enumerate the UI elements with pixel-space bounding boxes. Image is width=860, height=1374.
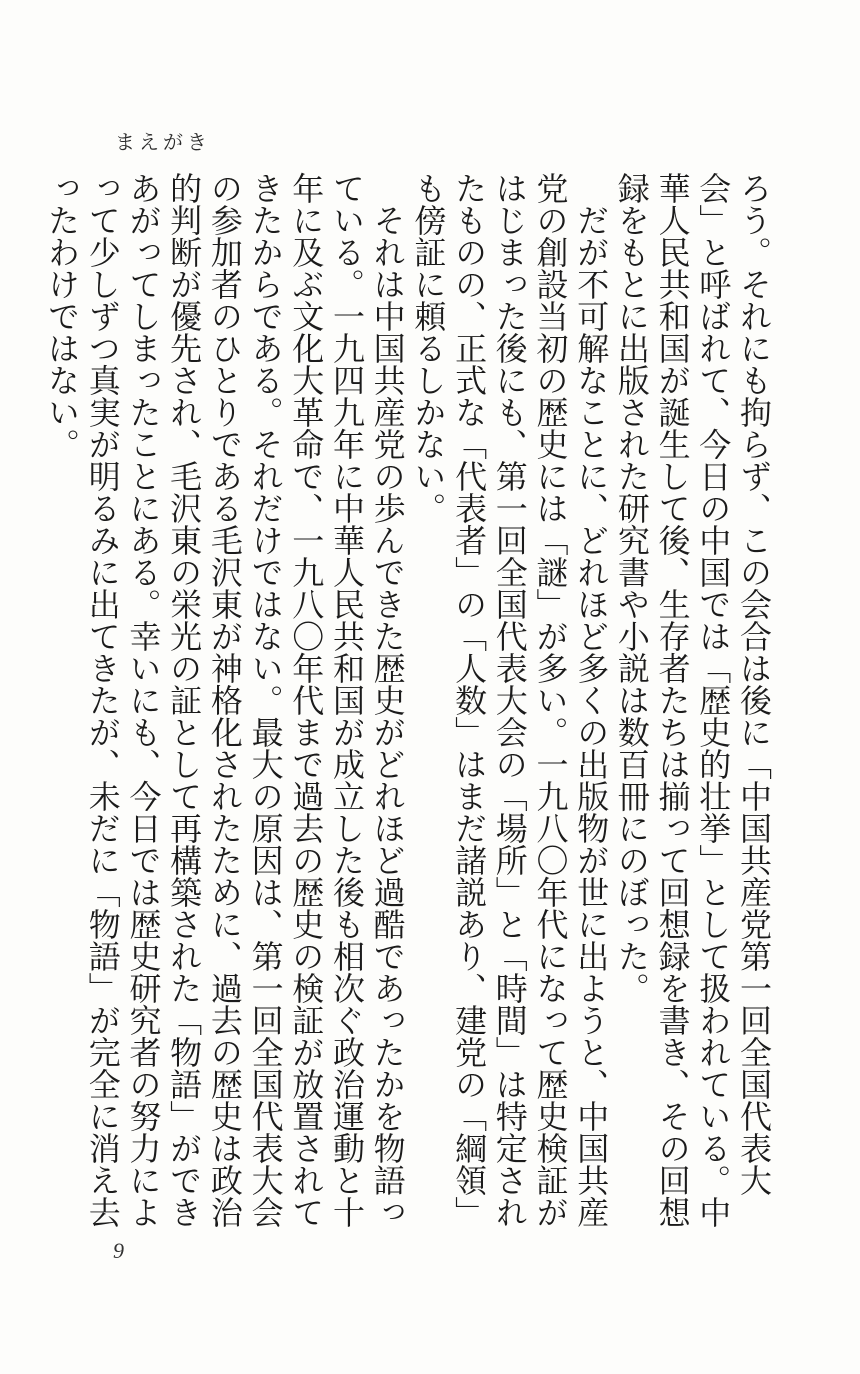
page-number: 9 bbox=[113, 1238, 124, 1263]
running-head: まえがき bbox=[115, 130, 211, 154]
body-text bbox=[41, 172, 774, 1232]
paragraph-2: だが不可解なことに、どれほど多くの出版物が世に出ようと、中国共産党の創設当初の歴史には「謎」が多い。一九八〇年代になって歴史検証がはじまった後にも、第一回全国代表大会の「場所」と「時間」は特定されたものの、正式な「代表者」の「人数」はまだ諸説あり、建党の「綱領」も傍証に頼るしかない。 bbox=[409, 172, 611, 1228]
paragraph-3: それは中国共産党の歩んできた歴史がどれほど過酷であったかを物語っている。一九四九年に中華人民共和国が成立した後も相次ぐ政治運動と十年に及ぶ文化大革命で、一九八〇年代まで過去の歴史の検証が放置されてきたからである。それだけではない。最大の原因は、第一回全国代表大会の参加者のひとりである毛沢東が神格化されたために、過去の歴史は政治的判断が優先され、毛沢東の栄光の証として再構築された「物語」ができあがってしまったことにある。幸いにも、今日では歴史研究者の努力によって少しずつ真実が明るみに出てきたが、未だに「物語」が完全に消え去ったわけではない。 bbox=[43, 172, 407, 1228]
paragraph-1: ろう。それにも拘らず、この会合は後に「中国共産党第一回全国代表大会」と呼ばれて、今日の中国では「歴史的壮挙」として扱われている。中華人民共和国が誕生して後、生存者たちは揃って回想録を書き、その回想録をもとに出版された研究書や小説は数百冊にのぼった。 bbox=[612, 172, 773, 1228]
